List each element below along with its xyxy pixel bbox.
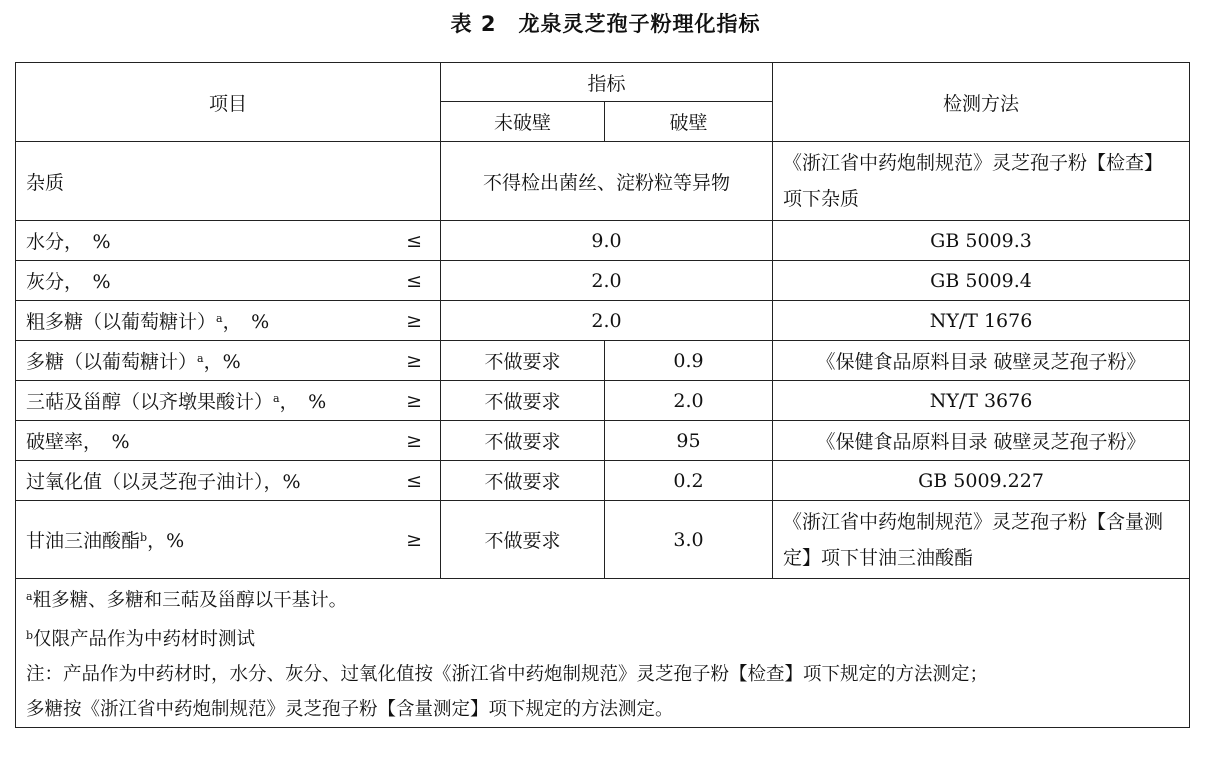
table-row: [16, 142, 1190, 221]
row-item: 过氧化值（以灵芝孢子油计），% ≤: [16, 461, 441, 501]
row-item: 水分， % ≤: [16, 221, 441, 261]
row-method: NY/T 3676: [773, 381, 1190, 421]
row-method: GB 5009.3: [773, 221, 1190, 261]
table-row: [16, 301, 1190, 341]
row-broken: 2.0: [605, 381, 773, 421]
row-method: 《保健食品原料目录 破壁灵芝孢子粉》: [773, 421, 1190, 461]
table-title: 表 2 龙泉灵芝孢子粉理化指标: [450, 12, 761, 36]
row-item: 多糖（以葡萄糖计）$^a$，% ≥: [16, 341, 441, 381]
table-row: [16, 261, 1190, 301]
table-row: [16, 341, 1190, 381]
header-method: 检测方法: [773, 63, 1190, 142]
row-unbroken: 不做要求: [441, 381, 605, 421]
op-symbol: ≥: [406, 389, 422, 412]
notes-row: [16, 579, 1190, 728]
op-symbol: ≤: [406, 469, 422, 492]
notes-cell: [16, 579, 1190, 728]
footnote-mark: a: [216, 312, 223, 325]
row-item: 三萜及甾醇（以齐墩果酸计）$^a$， % ≥: [16, 381, 441, 421]
row-method: 《浙江省中药炮制规范》灵芝孢子粉【含量测定】项下甘油三油酸酯: [773, 501, 1190, 579]
row-unbroken: 不做要求: [441, 421, 605, 461]
op-symbol: ≥: [406, 349, 422, 372]
header-unbroken: 未破壁: [441, 102, 605, 142]
op-symbol: ≥: [406, 528, 422, 551]
table-row: [16, 461, 1190, 501]
footnote-b: $^b$仅限产品作为中药材时测试: [26, 629, 256, 650]
row-unbroken: 不做要求: [441, 501, 605, 579]
header-item: 项目: [16, 63, 441, 142]
row-broken: 3.0: [605, 501, 773, 579]
row-item: 杂质: [16, 142, 441, 221]
row-method: 《保健食品原料目录 破壁灵芝孢子粉》: [773, 341, 1190, 381]
op-symbol: ≥: [406, 429, 422, 452]
row-broken: 95: [605, 421, 773, 461]
footnote-mark: a: [273, 392, 280, 405]
note-line-2: 多糖按《浙江省中药炮制规范》灵芝孢子粉【含量测定】项下规定的方法测定。: [26, 699, 674, 720]
row-value: 2.0: [441, 261, 773, 301]
op-symbol: ≥: [406, 309, 422, 332]
table-row: [16, 421, 1190, 461]
row-item: 破壁率， % ≥: [16, 421, 441, 461]
row-method: 《浙江省中药炮制规范》灵芝孢子粉【检查】项下杂质: [773, 142, 1190, 221]
row-item: 灰分， % ≤: [16, 261, 441, 301]
row-item: 甘油三油酸酯$^b$，% ≥: [16, 501, 441, 579]
row-method: GB 5009.4: [773, 261, 1190, 301]
row-item: 粗多糖（以葡萄糖计）$^a$， % ≥: [16, 301, 441, 341]
row-broken: 0.2: [605, 461, 773, 501]
note-line-1: 注：产品作为中药材时，水分、灰分、过氧化值按《浙江省中药炮制规范》灵芝孢子粉【检查】项下规定的方法测定；: [26, 664, 989, 685]
row-unbroken: 不做要求: [441, 341, 605, 381]
row-unbroken: 不做要求: [441, 461, 605, 501]
row-value: 2.0: [441, 301, 773, 341]
row-broken: 0.9: [605, 341, 773, 381]
table-row: [16, 501, 1190, 579]
footnote-a: $^a$粗多糖、多糖和三萜及甾醇以干基计。: [26, 590, 348, 611]
footnote-mark: b: [140, 531, 148, 544]
op-symbol: ≤: [406, 269, 422, 292]
table-row: [16, 381, 1190, 421]
spec-table: [15, 62, 1190, 728]
row-method: NY/T 1676: [773, 301, 1190, 341]
header-index: 指标: [441, 63, 773, 102]
footnote-mark: a: [197, 352, 204, 365]
row-value: 不得检出菌丝、淀粉粒等异物: [441, 142, 773, 221]
header-broken: 破壁: [605, 102, 773, 142]
table-row: [16, 221, 1190, 261]
row-value: 9.0: [441, 221, 773, 261]
row-method: GB 5009.227: [773, 461, 1190, 501]
op-symbol: ≤: [406, 229, 422, 252]
